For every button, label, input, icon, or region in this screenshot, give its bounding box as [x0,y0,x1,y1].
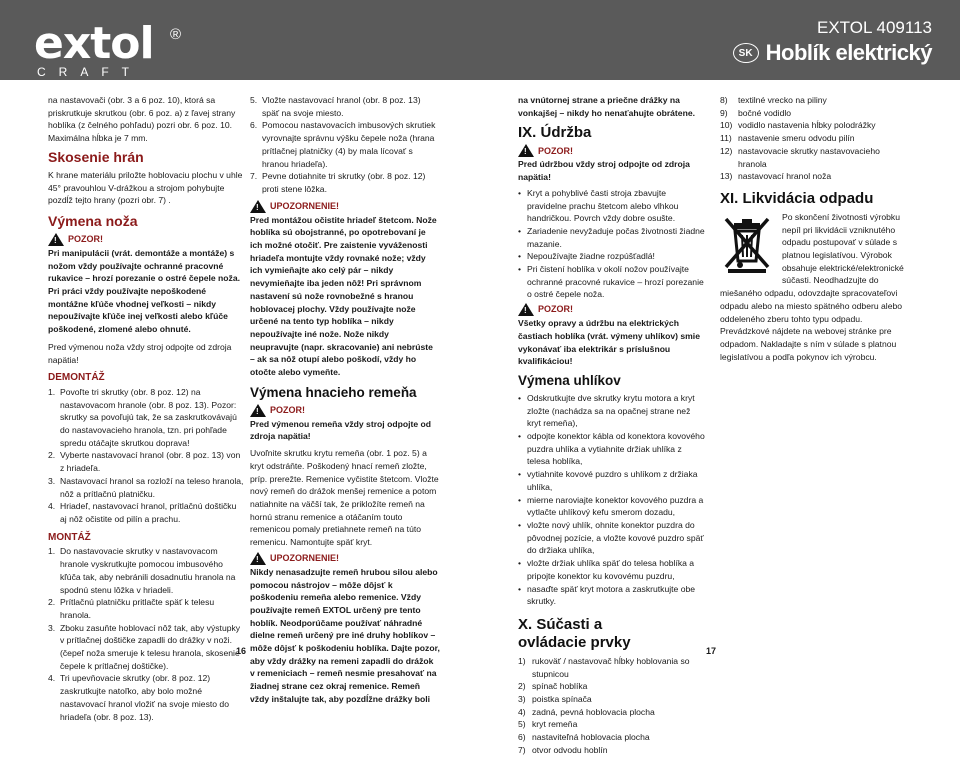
disposal-text: Po skončení životnosti výrobku nepíl pri likvidácii vzniknutého odpadu postupovať v súlade s platnou legislatívou. Výrobok obsahuje elektrické/elektronické súčasti. Neodhadzujte do miešaného odpadu, odovzdajte spracovateľovi odpadu alebo na miesto spätného odberu alebo oddeleného zberu tohto typu odpadu. Prevádzkové nájdete na webovej stránke pre odpadom. Nakladajte s ním v súlade s platnou legislatívou a podľa pokynov ich výrobcu. [720,211,904,362]
list-item: 4. Hriadeľ, nastavovací hranol, prítlačnú doštičku aj nôž očistite od pilín a prachu. [48,501,237,524]
extol-logo [34,18,182,79]
warning-label: ! POZOR! [518,303,706,316]
list-item: 6. Pomocou nastavovacích imbusových skrutiek vyrovnajte správnu výšku čepele noža (hrana prítlačnej platničky (4) by mala lícovať s hranou hriadeľa). [250,120,436,169]
heading-likvidacia: XI. Likvidácia odpadu [720,189,874,207]
warning-text: Pred údržbou vždy stroj odpojte od zdroja napätia! [518,159,690,183]
list-item: • vložte držiak uhlíka späť do telesa hoblíka a pripojte konektor ku kovovému puzdru, [518,558,695,581]
list-item: 5) kryt remeňa [518,719,578,730]
list-item: • Kryt a pohyblivé časti stroja zbavujte pravidelne prachu štetcom alebo vlhkou handričkou. Povrch vždy dobre osušte. [518,187,679,224]
remen-text: Uvoľnite skrutku krytu remeňa (obr. 1 poz. 5) a kryt odstráňte. Poškodený hnací remeň zložte, príp. prerežte. Remenice vyčistite štetcom. Vložte nový remeň do drážok menšej remenice a potom natiahnite na väčší tak, že prikložíte remeň na hornú stranu remenice a otáčaním touto remenicou pomaly pretiahnete remeň na túto remenicu. Namontujte späť kryt. [250,448,439,548]
list-item: 10) vodidlo nastavenia hĺbky polodrážky [720,120,876,131]
list-item: 2) spínač hoblíka [518,681,588,692]
warning-icon [250,200,266,213]
list-item: 1. Do nastavovacie skrutky v nastavovacom hranole vyskrutkujte pomocou imbusového kľúča tak, aby nebránili dosadnutiu hranola na spodnú stenu lôžka v hriadeli. [48,546,236,595]
parts-list-continued [720,94,908,183]
registered-mark: ® [170,26,182,43]
logo-wordmark: extol [34,18,154,69]
list-item: 5. Vložte nastavovací hranol (obr. 8 poz. 13) späť na svoje miesto. [250,95,421,118]
list-item: 9) bočné vodidlo [720,107,792,118]
demontaz-list [48,386,244,526]
disposal-block [720,211,908,363]
language-badge: SK [733,43,759,63]
page-number-left: 16 [236,646,247,656]
list-item: 1. Povoľte tri skrutky (obr. 8 poz. 12) na nastavovacom hranole (obr. 8 poz. 13). Pozor: skrutky sa povoľujú tak, že sa zaskrutkovávajú do nastavovacieho hranola, tzn. pri pohľade spredu otáčajte skrutkou doprava! [48,386,237,448]
list-item: • mierne naroviajte konektor kovového puzdra a vytlačte uhlíkový kefu smerom dozadu, [518,494,704,518]
list-item: • odpojte konektor kábla od konektora kovového puzdra uhlíka a vytiahnite držiak uhlíka z telesa hoblíka, [518,431,705,467]
list-item: 12) nastavovacie skrutky nastavovacieho hranola [720,145,880,169]
brush-list [518,392,706,608]
disconnect-note: Pred výmenou noža vždy stroj odpojte od zdroja napätia! [48,341,232,365]
list-item: 7) otvor odvodu hoblín [518,744,608,755]
heading-demontaz: DEMONTÁŽ [48,372,105,384]
list-item: 2. Vyberte nastavovací hranol (obr. 8 poz. 13) von z hriadeľa. [48,450,241,474]
heading-vymena-uhlikov: Výmena uhlíkov [518,372,621,388]
maintenance-list [518,187,706,301]
heading-skosenie: Skosenie hrán [48,148,144,165]
warning-text: Pred montážou očistite hriadeľ štetcom. Nože hoblíka sú obojstranné, po opotrebovaní je ich možné otočiť. Pre zaistenie vyváženosti hriadeľa montujte vždy rovnaké nože; vždy ich vymieňajte ako celý pár – nikdy nevymieňajte iba jeden nôž! Pri správnom nastavení sú nože rovnobežné s hranou hoblovacej plochy. Vždy používajte nože určené na tento typ hoblíka – nikdy nepoužívajte iné nože. Nože nikdy neupravujte (napr. skracovanie) ani nebrúste – ak sa nôž otupí alebo poškodí, vždy ho otočte alebo vymeňte. [250,214,437,378]
crossed-bin-icon [720,213,774,273]
warning-icon [250,404,266,417]
skosenie-text: K hrane materiálu priložte hoblovaciu plochu v uhle 45° pravouhlou V-drážkou a strojom pohybujte pozdĺž tejto hrany (pozri obr. 7) . [48,169,243,206]
heading-udrzba: IX. Údržba [518,124,592,142]
column-3 [518,94,706,757]
warning-icon [48,233,64,246]
list-item: • nasaďte späť kryt motora a zaskrutkujte obe skrutky. [518,583,696,607]
header-bar [0,0,960,80]
col3-intro: na vnútornej strane a priečne drážky na vonkajšej – nikdy ho nenaťahujte obrátene. [518,95,695,118]
column-4 [720,94,908,366]
title-row [733,40,932,66]
list-item: 11) nastavenie smeru odvodu pilín [720,133,855,144]
list-item: 7. Pevne dotiahnite tri skrutky (obr. 8 poz. 12) proti stene lôžka. [250,171,426,194]
heading-vymena-remena: Výmena hnacieho remeňa [250,384,417,400]
document-title: Hoblík elektrický [765,40,932,65]
column-1 [48,94,247,723]
warning-label: ! POZOR! [518,144,706,157]
warning-icon [518,303,534,316]
logo-craft: CRAFT [37,65,142,79]
list-item: 3. Zboku zasuňte hoblovací nôž tak, aby výstupky v prítlačnej doštičke zapadli do drážky v noži. (čepeľ noža smeruje k telesu hranola, skosenie čepele k prítlačnej doštičke). [48,622,241,671]
warning-label: ! POZOR! [48,233,244,246]
warning-label: ! UPOZORNENIE! [250,552,440,565]
list-item: • Zariadenie nevyžaduje počas životnosti žiadne mazanie. [518,225,705,249]
page-number-right: 17 [706,646,717,656]
model-number: EXTOL 409113 [817,18,932,37]
list-item: • Pri čistení hoblíka v okolí nožov používajte ochranné pracovné rukavice – hrozí porezanie o ostré čepele noža. [518,264,704,300]
list-item: 8) textilné vrecko na piliny [720,95,827,105]
list-item: 13) nastavovací hranol noža [720,171,832,182]
heading-suciasti: X. Súčasti a ovládacie prvky [518,615,631,651]
warning-text: Pri manipulácii (vrát. demontáže a montáže) s nožom vždy používajte ochranné pracovné rukavice – hrozí porezanie o ostré čepele noža. Pri práci vždy používajte nepoškodené montážne kľúče vhodnej veľkosti – nikdy nepoužívajte kľúče inej veľkosti alebo kľúče poškodené, zlomené alebo ohnuté. [48,247,240,335]
list-item: • vložte nový uhlík, ohnite konektor puzdra do pôvodnej pozície, a vložte kovové puzdro späť do držiaka uhlíka, [518,519,704,556]
heading-montaz: MONTÁŽ [48,531,91,543]
col1-intro: na nastavovači (obr. 3 a 6 poz. 10), ktorá sa priskrutkuje skrutkou (obr. 6 poz. a) z ľavej strany hoblíka (z čelného pohľadu) pozri obr. 6 poz. 10. Maximálna hĺbka je 7 mm. [48,95,236,144]
warning-text: Nikdy nenasadzujte remeň hrubou silou alebo pomocou nástrojov – môže dôjsť k poškodeniu remeňa alebo remenice. Vždy používajte remeň EXTOL určený pre tento hoblík. Neodporúčame používať náhradné dielne remeň určený pre iné druhy hoblíkov – môže dôjsť k poškodeniu hoblíka. Dajte pozor, aby vždy drážky na remeni zapadli do drážok v remeniciach – remeň nesmie presahovať na žiadnej strane cez okraj remenice. Remeň vždy inštalujte tak, aby pozdĺžne drážky boli [250,566,440,704]
list-item: 3. Nastavovací hranol sa rozloží na teleso hranola, nôž a prítlačnú platničku. [48,475,244,499]
column-2 [250,94,440,709]
warning-text: Pred výmenou remeňa vždy stroj odpojte od zdroja napätia! [250,418,431,442]
list-item: 6) nastaviteľná hoblovacia plocha [518,732,650,743]
warning-icon [518,144,534,157]
warning-icon [250,552,266,565]
warning-text: Všetky opravy a údržbu na elektrických častiach hoblíka (vrát. výmeny uhlíkov) smie vykonávať iba elektrikár s príslušnou kvalifikáciou! [518,318,700,367]
list-item: 3) poistka spínača [518,694,592,705]
list-item: 1) rukoväť / nastavovač hĺbky hoblovania so stupnicou [518,655,690,679]
montaz-list [48,545,247,723]
heading-vymena-noza: Výmena noža [48,212,138,229]
parts-list [518,655,706,757]
warning-label: ! UPOZORNENIE! [250,200,440,213]
list-item: • Odskrutkujte dve skrutky krytu motora a kryt zložte (nachádza sa na opačnej strane než kryt remeňa), [518,392,695,429]
list-item: • Nepoužívajte žiadne rozpúšťadlá! [518,251,655,262]
list-item: • vytiahnite kovové puzdro s uhlíkom z držiaka uhlíka, [518,469,698,492]
list-item: 4) zadná, pevná hoblovacia plocha [518,706,655,717]
list-item: 4. Tri upevňovacie skrutky (obr. 8 poz. 12) zaskrutkujte natoľko, aby bolo možné nastavovací hranol vložiť na svoje miesto do hriadeľa (obr. 8 poz. 13). [48,673,229,722]
list-item: 2. Prítlačnú platničku pritlačte späť k telesu hranola. [48,597,215,620]
warning-label: ! POZOR! [250,404,440,417]
